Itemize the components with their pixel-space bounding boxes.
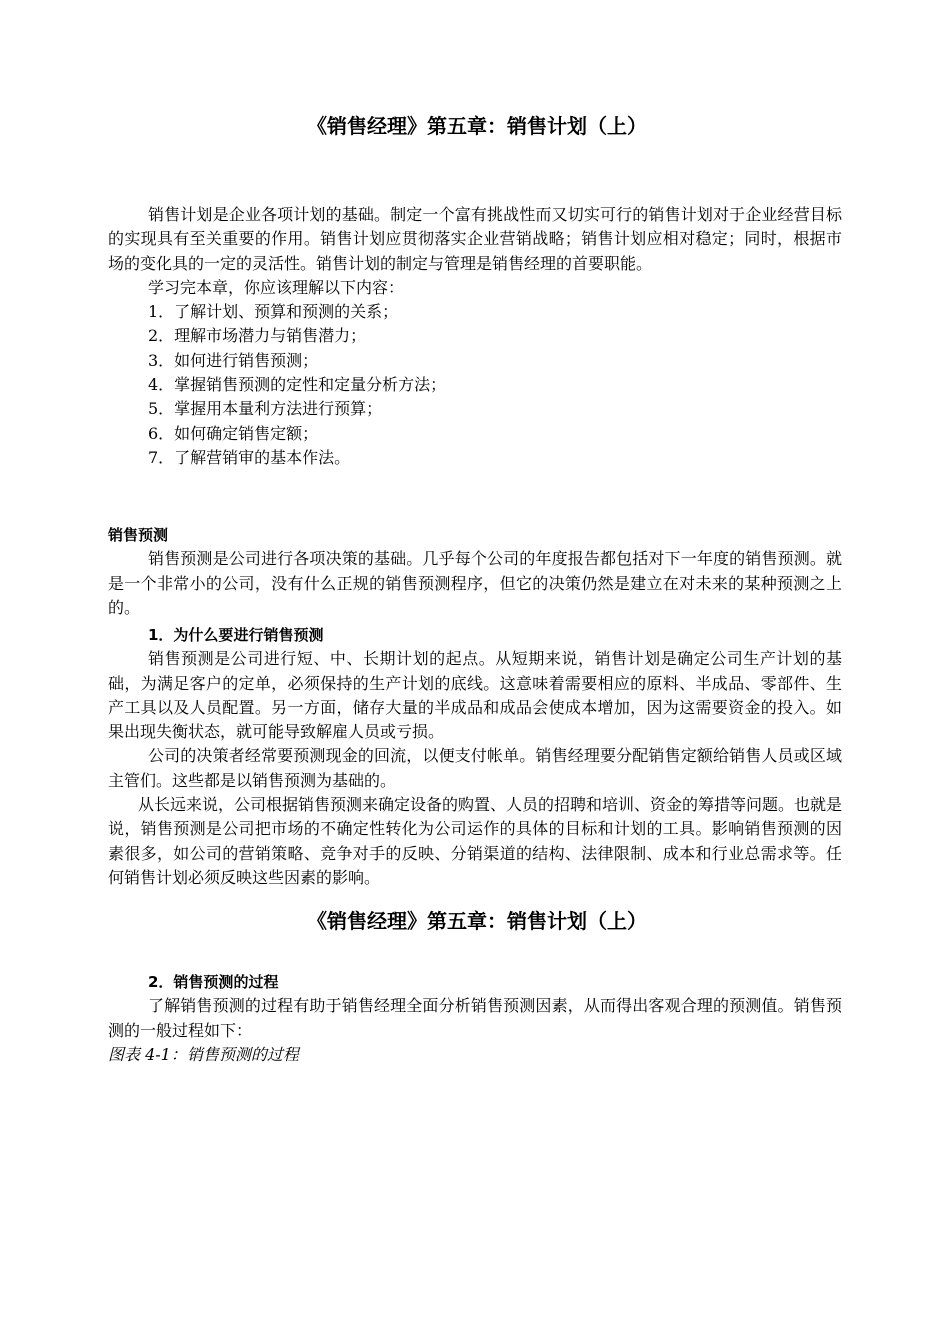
list-item: 6．如何确定销售定额； [148,423,319,443]
list-item: 7．了解营销审的基本作法。 [148,447,351,467]
subsection-paragraph: 从长远来说，公司根据销售预测来确定设备的购置、人员的招聘和培训、资金的筹措等问题。也就是说，销售预测是公司把市场的不确定性转化为公司运作的具体的目标和计划的工具。影响销售预测的因素很多，如公司的营销策略、竞争对手的反映、分销渠道的结构、法律限制、成本和行业总需求等。任何销售计划必须反映这些因素的影响。 [108,795,843,887]
why-forecast-section [108,623,842,890]
list-item: 2．理解市场潜力与销售潜力； [148,326,367,346]
learning-intro: 学习完本章，你应该理解以下内容： [148,277,405,297]
intro-section [108,203,842,470]
section-heading: 销售预测 [108,526,169,544]
subsection-heading: 2．销售预测的过程 [148,973,279,991]
subsection-paragraph: 公司的决策者经常要预测现金的回流，以便支付帐单。销售经理要分配销售定额给销售人员或区域主管们。这些都是以销售预测为基础的。 [108,746,842,790]
intro-paragraph: 销售计划是企业各项计划的基础。制定一个富有挑战性而又切实可行的销售计划对于企业经营目标的实现具有至关重要的作用。销售计划应贯彻落实企业营销战略；销售计划应相对稳定；同时，根据市场的变化具的一定的灵活性。销售计划的制定与管理是销售经理的首要职能。 [108,205,842,273]
forecast-section [108,523,842,620]
section-paragraph: 销售预测是公司进行各项决策的基础。几乎每个公司的年度报告都包括对下一年度的销售预测。就是一个非常小的公司，没有什么正规的销售预测程序，但它的决策仍然是建立在对未来的某种预测之上的。 [108,549,842,617]
subsection-paragraph: 销售预测是公司进行短、中、长期计划的起点。从短期来说，销售计划是确定公司生产计划的基础，为满足客户的定单，必须保持的生产计划的底线。这意味着需要相应的原料、半成品、零部件、生产工具以及人员配置。另一方面，储存大量的半成品和成品会使成本增加，因为这需要资金的投入。如果出现失衡状态，就可能导致解雇人员或亏损。 [108,649,842,742]
forecast-process-section [108,970,842,1067]
figure-caption: 图表 4-1：销售预测的过程 [108,1044,299,1064]
list-item: 5．掌握用本量利方法进行预算； [148,399,383,419]
list-item: 1．了解计划、预算和预测的关系； [148,302,399,322]
list-item: 3．如何进行销售预测； [148,350,319,370]
page-title-repeat: 《销售经理》第五章：销售计划（上） [307,909,647,933]
list-item: 4．掌握销售预测的定性和定量分析方法； [148,375,447,395]
subsection-paragraph: 了解销售预测的过程有助于销售经理全面分析销售预测因素，从而得出客观合理的预测值。销售预测的一般过程如下： [108,996,842,1040]
subsection-heading: 1．为什么要进行销售预测 [148,626,324,644]
page-title: 《销售经理》第五章：销售计划（上） [307,114,647,138]
